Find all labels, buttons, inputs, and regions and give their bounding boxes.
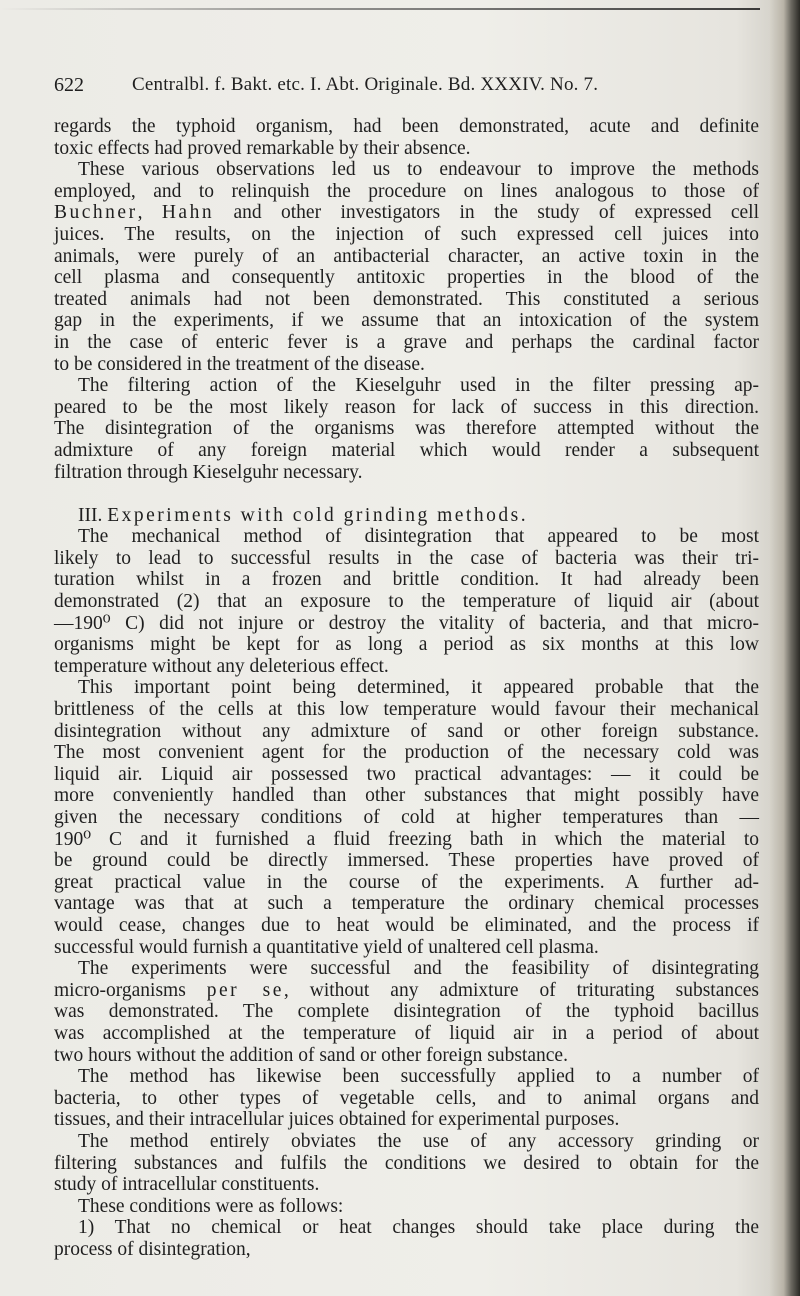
text-run: disintegration without any admixture of sand or other foreign substance. — [54, 720, 759, 742]
text-run: and other investigators in the study of expressed cell — [214, 202, 759, 224]
text-run: organisms might be kept for as long a period as six months at this low — [54, 634, 759, 656]
page-number: 622 — [54, 74, 84, 96]
text-line — [54, 397, 759, 419]
text-line — [54, 850, 759, 872]
text-run: 1) That no chemical or heat changes should take place during the — [78, 1217, 759, 1239]
text-run: The method has likewise been successfully applied to a number of — [78, 1066, 759, 1088]
text-line — [54, 267, 759, 289]
text-run: employed, and to relinquish the procedure on lines analogous to those of — [54, 180, 759, 202]
text-line — [54, 116, 759, 138]
text-line — [54, 224, 759, 246]
text-run: filtering substances and fulfils the conditions we desired to obtain for the — [54, 1152, 759, 1174]
text-run: be ground could be directly immersed. These properties have proved of — [54, 850, 759, 872]
text-line — [54, 526, 759, 548]
body-text — [54, 116, 759, 1260]
text-line — [54, 548, 759, 570]
page-edge-shadow — [770, 0, 800, 1296]
text-line — [54, 764, 759, 786]
spaced-text: Buchner — [54, 202, 138, 224]
text-line — [54, 613, 759, 635]
running-head: Centralbl. f. Bakt. etc. I. Abt. Originale. Bd. XXXIV. No. 7. — [132, 74, 599, 95]
text-line — [54, 1045, 759, 1067]
text-line — [54, 699, 759, 721]
text-line — [54, 1174, 759, 1196]
text-run: would cease, changes due to heat would be eliminated, and the process if — [54, 914, 759, 936]
text-run: , — [137, 202, 162, 224]
text-line — [54, 1023, 759, 1045]
text-run: —190⁰ C) did not injure or destroy the vitality of bacteria, and that micro- — [54, 612, 759, 634]
text-run: 190⁰ C and it furnished a fluid freezing bath in which the material to — [54, 828, 759, 850]
text-run: toxic effects had proved remarkable by their absence. — [54, 137, 471, 159]
text-line — [54, 742, 759, 764]
text-run: The mechanical method of disintegration that appeared to be most — [78, 526, 759, 548]
text-line — [54, 591, 759, 613]
text-line — [54, 1001, 759, 1023]
text-line — [54, 289, 759, 311]
text-line — [54, 915, 759, 937]
text-line — [54, 807, 759, 829]
text-line — [54, 440, 759, 462]
text-run: two hours without the addition of sand or other foreign substance. — [54, 1044, 568, 1066]
spaced-text: per se — [206, 979, 284, 1001]
text-run: The filtering action of the Kieselguhr used in the filter pressing ap- — [78, 375, 759, 397]
text-line — [54, 310, 759, 332]
text-line — [54, 980, 759, 1002]
text-run: The most convenient agent for the production of the necessary cold was — [54, 742, 759, 764]
text-run: in the case of enteric fever is a grave and perhaps the cardinal factor — [54, 331, 759, 353]
text-line — [54, 893, 759, 915]
text-line — [54, 462, 759, 484]
text-run: liquid air. Liquid air possessed two practical advantages: — it could be — [54, 763, 759, 785]
text-run: turation whilst in a frozen and brittle condition. It had already been — [54, 569, 759, 591]
section-gap — [54, 483, 759, 505]
text-line — [54, 1153, 759, 1175]
text-line — [54, 159, 759, 181]
page-header — [54, 74, 754, 98]
text-run: gap in the experiments, if we assume that an intoxication of the system — [54, 310, 759, 332]
text-line — [54, 677, 759, 699]
text-line — [54, 1131, 759, 1153]
text-run: These various observations led us to endeavour to improve the methods — [78, 159, 759, 181]
text-line — [54, 937, 759, 959]
text-run: vantage was that at such a temperature the ordinary chemical processes — [54, 893, 759, 915]
text-run: peared to be the most likely reason for lack of success in this direction. — [54, 396, 759, 418]
text-run: bacteria, to other types of vegetable cells, and to animal organs and — [54, 1087, 759, 1109]
text-run: demonstrated (2) that an exposure to the temperature of liquid air (about — [54, 591, 759, 613]
text-run: brittleness of the cells at this low temperature would favour their mechanical — [54, 699, 759, 721]
text-line — [54, 202, 759, 224]
text-line — [54, 785, 759, 807]
text-line — [54, 332, 759, 354]
text-run: juices. The results, on the injection of such expressed cell juices into — [54, 223, 759, 245]
text-line — [54, 1109, 759, 1131]
text-run: This important point being determined, it appeared probable that the — [78, 677, 759, 699]
text-line — [54, 138, 759, 160]
text-line — [54, 246, 759, 268]
text-run: tissues, and their intracellular juices obtained for experimental purposes. — [54, 1109, 620, 1131]
text-run: III. — [78, 504, 108, 526]
text-line — [54, 375, 759, 397]
text-run: temperature without any deleterious effect. — [54, 655, 389, 677]
text-run: cell plasma and consequently antitoxic properties in the blood of the — [54, 267, 759, 289]
text-run: treated animals had not been demonstrated. This constituted a serious — [54, 288, 759, 310]
text-line — [54, 634, 759, 656]
text-run: to be considered in the treatment of the disease. — [54, 353, 425, 375]
text-line — [54, 354, 759, 376]
text-run: filtration through Kieselguhr necessary. — [54, 461, 363, 483]
text-run: process of disintegration, — [54, 1238, 251, 1260]
text-run: , without any admixture of triturating substances — [283, 979, 759, 1001]
text-run: likely to lead to successful results in the case of bacteria was their tri- — [54, 547, 759, 569]
text-line — [54, 958, 759, 980]
text-line — [54, 829, 759, 851]
text-line — [54, 181, 759, 203]
text-line — [54, 1066, 759, 1088]
text-run: The disintegration of the organisms was therefore attempted without the — [54, 418, 759, 440]
spaced-text: Hahn — [161, 202, 215, 224]
text-run: animals, were purely of an antibacterial character, an active toxin in the — [54, 245, 759, 267]
text-line — [54, 569, 759, 591]
text-line — [54, 721, 759, 743]
text-run: micro-organisms — [54, 979, 207, 1001]
text-run: successful would furnish a quantitative yield of unaltered cell plasma. — [54, 936, 599, 958]
text-run: great practical value in the course of the experiments. A further ad- — [54, 871, 759, 893]
text-line — [54, 1088, 759, 1110]
text-run: The method entirely obviates the use of any accessory grinding or — [78, 1130, 759, 1152]
text-run: regards the typhoid organism, had been demonstrated, acute and definite — [54, 116, 759, 137]
text-line — [54, 418, 759, 440]
text-line — [54, 1239, 759, 1261]
text-run: These conditions were as follows: — [78, 1195, 344, 1217]
text-run: more conveniently handled than other substances that might possibly have — [54, 785, 759, 807]
text-line — [54, 872, 759, 894]
text-run: The experiments were successful and the feasibility of disintegrating — [78, 958, 759, 980]
spaced-text: Experiments with cold grinding methods. — [107, 504, 529, 526]
text-line — [54, 1196, 759, 1218]
top-rule — [0, 8, 760, 10]
text-run: given the necessary conditions of cold at higher temperatures than — — [54, 807, 759, 828]
text-run: study of intracellular constituents. — [54, 1174, 320, 1196]
text-line — [54, 505, 759, 527]
text-run: was accomplished at the temperature of liquid air in a period of about — [54, 1022, 759, 1044]
text-line — [54, 1217, 759, 1239]
text-run: admixture of any foreign material which would render a subsequent — [54, 439, 759, 461]
text-run: was demonstrated. The complete disintegration of the typhoid bacillus — [54, 1001, 759, 1023]
text-line — [54, 656, 759, 678]
